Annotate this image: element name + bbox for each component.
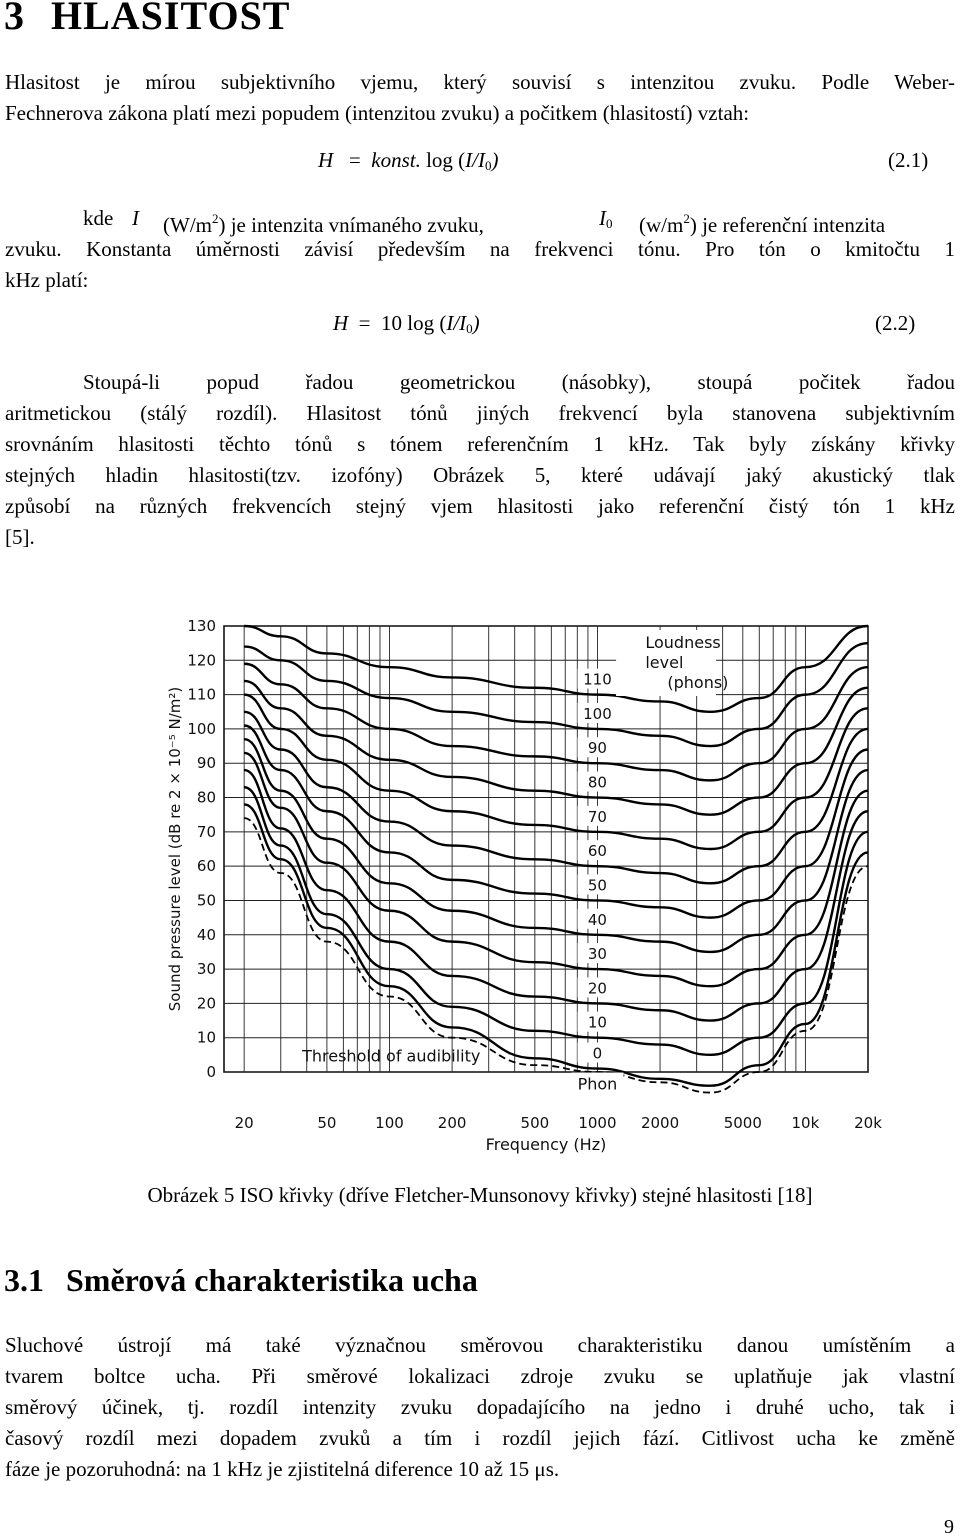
section-paragraph: [5, 1330, 955, 1485]
y-tick-label: 40: [196, 925, 216, 944]
chapter-heading: [4, 0, 291, 39]
x-axis-label: Frequency (Hz): [485, 1135, 607, 1154]
phon-label: 10: [587, 1013, 607, 1032]
legend-title-line: level: [645, 653, 684, 672]
body-line: srovnáním hlasitosti těchto tónů s tónem referenčním 1 kHz. Tak byly získány křivky: [5, 432, 955, 456]
eq2-equals: =: [358, 311, 371, 335]
phon-label: 0: [592, 1044, 603, 1063]
intro-paragraph: [5, 67, 955, 129]
section-line: tvarem boltce ucha. Při směrové lokalizaci zdroje zvuku se uplatňuje jak vlastní: [5, 1364, 955, 1388]
x-tick-label: 20k: [854, 1114, 882, 1132]
x-tick-label: 100: [375, 1114, 404, 1132]
body-line: způsobí na různých frekvencích stejný vjem hlasitosti jako referenční čistý tón 1 kHz: [5, 494, 955, 518]
legend-title-line: Loudness: [645, 633, 721, 652]
loudness-contour-chart: [162, 612, 882, 1157]
body-line: stejných hladin hlasitosti(tzv. izofóny) Obrázek 5, které udávají jaký akustický tlak: [5, 463, 955, 487]
x-tick-label: 5000: [723, 1114, 762, 1132]
y-tick-label: 100: [187, 719, 216, 738]
y-tick-label: 110: [187, 685, 216, 704]
x-tick-label: 20: [234, 1114, 254, 1132]
section-heading: [4, 1262, 478, 1299]
y-tick-label: 90: [196, 754, 216, 773]
chapter-title: HLASITOST: [51, 0, 291, 38]
y-tick-label: 70: [196, 822, 216, 841]
equation-2-1: [318, 148, 499, 174]
section-line: časový rozdíl mezi dopadem zvuků a tím i rozdíl jejich fází. Citlivost ucha ke změně: [5, 1426, 955, 1450]
phon-label: 80: [587, 773, 607, 792]
eq2-lhs: H: [333, 311, 349, 335]
def-ref-sub: 0: [606, 216, 613, 231]
phon-annotation: Phon: [577, 1074, 618, 1094]
equation-number: (2.1): [888, 148, 929, 172]
definition-line-3: kHz platí:: [5, 268, 89, 292]
def-unit1: (W/m: [163, 213, 212, 237]
eq1-konst: konst.: [371, 148, 421, 172]
equation-number: (2.2): [875, 311, 916, 335]
definition-paragraph: [5, 203, 955, 296]
phon-label: 20: [587, 979, 607, 998]
chapter-number: 3: [4, 0, 25, 38]
threshold-annotation: Threshold of audibility: [302, 1046, 481, 1066]
page-number: 9: [944, 1516, 954, 1538]
x-tick-label: 200: [437, 1114, 467, 1132]
y-tick-label: 10: [196, 1028, 216, 1047]
section-title: Směrová charakteristika ucha: [66, 1262, 478, 1298]
eq2-ratio: I/I: [446, 311, 467, 335]
def-intensity-symbol: I: [132, 206, 139, 230]
def-unit1-text: ) je intenzita vnímaného zvuku,: [218, 213, 484, 237]
eq2-close: ): [472, 311, 480, 335]
x-tick-label: 2000: [640, 1114, 680, 1132]
body-line: Stoupá-li popud řadou geometrickou (násobky), stoupá počitek řadou: [83, 370, 955, 394]
eq1-equals: =: [348, 148, 361, 172]
figure-caption: Obrázek 5 ISO křivky (dříve Fletcher-Munsonovy křivky) stejné hlasitosti [18]: [147, 1183, 813, 1207]
def-unit1-exp: 2: [211, 211, 219, 226]
phon-label: 110: [583, 670, 612, 689]
def-unit2-exp: 2: [683, 211, 690, 226]
section-line: Sluchové ústrojí má také význačnou směrovou charakteristiku danou umístěním a: [5, 1333, 955, 1357]
def-unit2: (w/m: [639, 213, 684, 237]
y-tick-label: 20: [196, 994, 216, 1013]
y-tick-label: 30: [196, 960, 216, 979]
phon-label: 100: [583, 704, 612, 723]
section-line: fáze je pozoruhodná: na 1 kHz je zjistitelná diference 10 až 15 μs.: [5, 1457, 560, 1481]
eq1-close: ): [491, 148, 499, 172]
x-tick-label: 1000: [578, 1114, 617, 1132]
body-paragraph: [5, 367, 955, 553]
definition-line-2: zvuku. Konstanta úměrnosti závisí především na frekvenci tónu. Pro tón o kmitočtu 1: [5, 237, 955, 261]
def-ref-symbol: I: [599, 206, 606, 230]
eq2-subscript: 0: [466, 321, 473, 336]
legend-title-line: (phons): [667, 673, 729, 692]
eq2-rhs: 10 log (: [381, 311, 447, 335]
phon-label: 40: [587, 910, 607, 929]
phon-label: 30: [587, 945, 607, 964]
eq1-ratio: I/I: [465, 148, 485, 172]
section-number: 3.1: [4, 1262, 44, 1298]
eq1-log: log (: [426, 148, 466, 172]
y-tick-label: 0: [206, 1063, 216, 1081]
phon-label: 60: [587, 842, 607, 861]
y-tick-label: 120: [187, 651, 216, 670]
def-unit2-text: ) je referenční intenzita: [689, 213, 886, 237]
eq1-lhs: H: [318, 148, 334, 172]
y-axis-label: Sound pressure level (dB re 2 × 10⁻⁵ N/m²): [166, 686, 184, 1012]
phon-label: 90: [587, 739, 607, 758]
x-tick-label: 500: [520, 1114, 550, 1132]
intro-line: Hlasitost je mírou subjektivního vjemu, který souvisí s intenzitou zvuku. Podle Weber-: [5, 70, 955, 94]
section-line: směrový účinek, tj. rozdíl intenzity zvuku dopadajícího na jedno i druhé ucho, tak i: [5, 1395, 955, 1419]
phon-label: 70: [587, 807, 607, 826]
equation-2-2: [333, 311, 480, 337]
y-tick-label: 50: [196, 891, 216, 910]
intro-line: Fechnerova zákona platí mezi popudem (intenzitou zvuku) a počitkem (hlasitostí) vztah:: [5, 101, 750, 125]
def-kde: kde: [83, 206, 114, 230]
eq1-subscript: 0: [485, 158, 492, 173]
plot-frame: [224, 626, 868, 1072]
definition-line-1: [5, 203, 955, 237]
y-tick-label: 130: [187, 617, 216, 635]
x-tick-label: 50: [317, 1114, 337, 1132]
phon-label: 50: [587, 876, 607, 895]
body-line: aritmetickou (stálý rozdíl). Hlasitost tónů jiných frekvencí byla stanovena subjektivním: [5, 401, 955, 425]
body-line: [5].: [5, 525, 35, 549]
y-tick-label: 60: [196, 857, 216, 876]
x-tick-label: 10k: [791, 1114, 820, 1132]
y-tick-label: 80: [196, 788, 216, 807]
